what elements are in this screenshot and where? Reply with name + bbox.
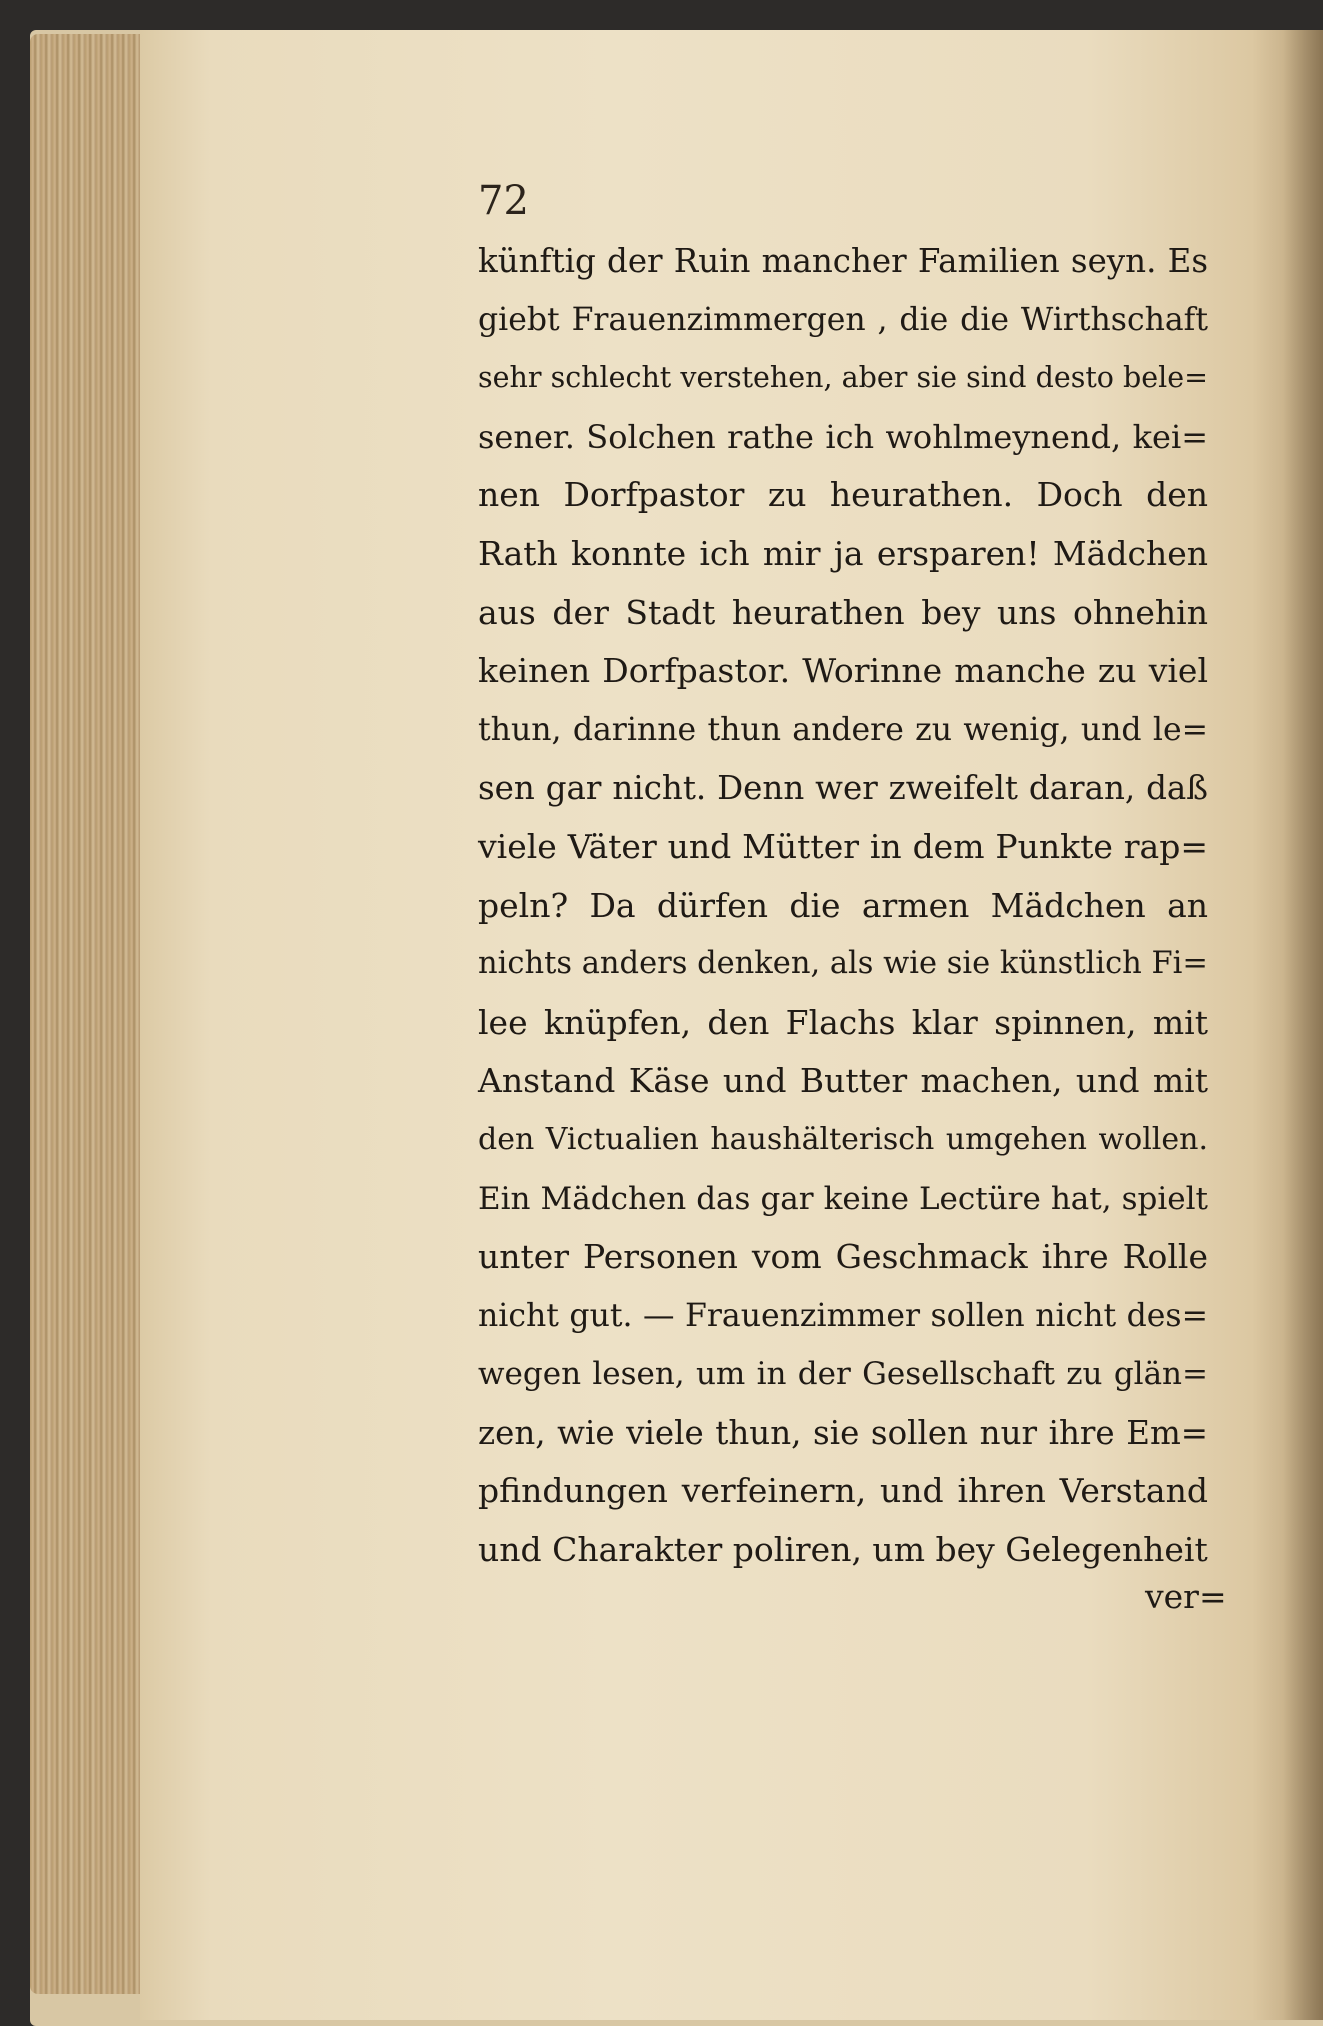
text-line: zen, wie viele thun, sie sollen nur ihre Em=	[478, 1413, 1208, 1452]
text-line: Anstand Käse und Butter machen, und mit	[478, 1061, 1208, 1101]
text-line: aus der Stadt heurathen bey uns ohnehin	[478, 592, 1208, 632]
text-line: den Victualien haushälterisch umgehen wollen.	[478, 1121, 1208, 1157]
text-line: sener. Solchen rathe ich wohlmeynend, kei=	[478, 417, 1208, 456]
body-text	[478, 232, 1208, 1580]
catchword: ver=	[1145, 1577, 1227, 1616]
text-line: Ein Mädchen das gar keine Lectüre hat, spielt	[478, 1180, 1208, 1217]
text-line: sen gar nicht. Denn wer zweifelt daran, daß	[478, 769, 1208, 808]
text-line: wegen lesen, um in der Gesellschaft zu glän=	[478, 1356, 1208, 1393]
text-line: keinen Dorfpastor. Worinne manche zu viel	[478, 651, 1208, 691]
text-line: unter Personen vom Geschmack ihre Rolle	[478, 1237, 1208, 1277]
text-line: nicht gut. — Frauenzimmer sollen nicht des=	[478, 1297, 1208, 1334]
page-edges	[30, 34, 150, 1994]
text-line: Rath konnte ich mir ja ersparen! Mädchen	[478, 533, 1208, 573]
page-number: 72	[478, 178, 529, 224]
text-line: pfindungen verfeinern, und ihren Verstand	[478, 1471, 1208, 1511]
text-line: giebt Frauenzimmergen , die die Wirthschaft	[478, 301, 1208, 338]
text-line: nichts anders denken, als wie sie künstlich Fi=	[478, 946, 1208, 982]
text-line: peln? Da dürfen die armen Mädchen an	[478, 885, 1208, 925]
text-line: sehr schlecht verstehen, aber sie sind desto bele=	[478, 361, 1208, 395]
text-line: nen Dorfpastor zu heurathen. Doch den	[478, 475, 1208, 515]
text-line: thun, darinne thun andere zu wenig, und le=	[478, 711, 1208, 748]
text-line: viele Väter und Mütter in dem Punkte rap=	[478, 826, 1208, 866]
text-line: lee knüpfen, den Flachs klar spinnen, mit	[478, 1002, 1208, 1042]
text-line: und Charakter poliren, um bey Gelegenheit	[478, 1530, 1208, 1570]
text-line: künftig der Ruin mancher Familien seyn. Es	[478, 242, 1208, 280]
